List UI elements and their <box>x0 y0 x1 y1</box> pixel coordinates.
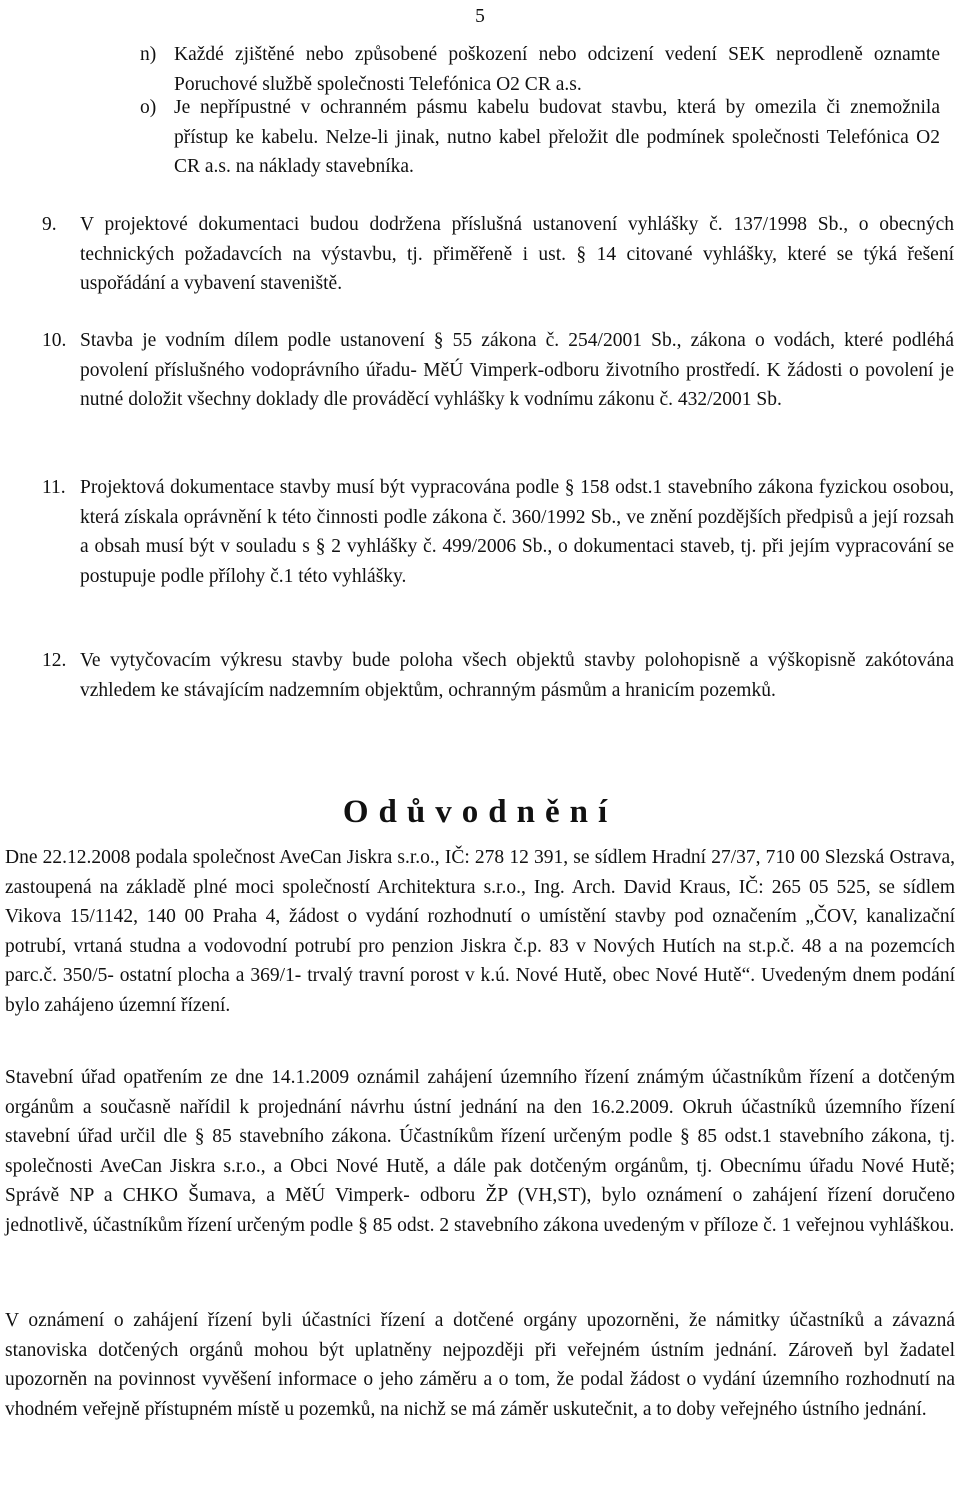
item-text: Stavba je vodním dílem podle ustanovení § 55 zákona č. 254/2001 Sb., zákona o vodách, které podléhá povolení příslušného vodoprávního úřadu- MěÚ Vimperk-odboru životního prostředí. K žádosti o povolení je nutné doložit všechny doklady dle prováděcí vyhlášky k vodnímu zákonu č. 432/2001 Sb. <box>80 330 954 410</box>
condition-item-11 <box>42 473 954 591</box>
paragraph: Stavební úřad opatřením ze dne 14.1.2009 oznámil zahájení územního řízení známým účastníkům řízení a dotčeným orgánům a současně nařídil k projednání návrhu ústní jednání na den 16.2.2009. Okruh účastníků územního řízení stavební úřad určil dle § 85 stavebního zákona. Účastníkům řízení určeným podle § 85 odst.1 stavebního zákona, tj. společnosti AveCan Jiskra s.r.o., a Obci Nové Hutě, a dále pak dotčeným orgánům, tj. Obecnímu úřadu Nové Hutě; Správě NP a CHKO Šumava, a MěÚ Vimperk- odboru ŽP (VH,ST), bylo oznámení o zahájení řízení doručeno jednotlivě, účastníkům řízení určeným podle § 85 odst. 2 stavebního zákona uvedeným v příloze č. 1 veřejnou vyhláškou. <box>5 1067 955 1236</box>
item-text: Ve vytyčovacím výkresu stavby bude poloha všech objektů stavby polohopisně a výškopisně zakótována vzhledem ke stávajícím nadzemním objektům, ochranným pásmům a hranicím pozemků. <box>80 650 954 701</box>
paragraph: Dne 22.12.2008 podala společnost AveCan Jiskra s.r.o., IČ: 278 12 391, se sídlem Hradní 27/37, 710 00 Slezská Ostrava, zastoupená na základě plné moci společností Architektura s.r.o., Ing. Arch. David Kraus, IČ: 265 05 525, se sídlem Vikova 15/1142, 140 00 Praha 4, žádost o vydání rozhodnutí o umístění stavby pod označením „ČOV, kanalizační potrubí, vrtaná studna a vodovodní potrubí pro penzion Jiskra č.p. 83 v Nových Hutích na st.p.č. 48 a na pozemcích parc.č. 350/5- ostatní plocha a 369/1- trvalý travní porost v k.ú. Nové Hutě, obec Nové Hutě“. Uvedeným dnem podání bylo zahájeno územní řízení. <box>5 847 955 1016</box>
item-label: 12. <box>42 650 67 671</box>
section-heading: Odůvodnění <box>342 794 618 830</box>
item-text: V projektové dokumentaci budou dodržena příslušná ustanovení vyhlášky č. 137/1998 Sb., o obecných technických požadavcích na výstavbu, tj. přiměřeně i ust. § 14 citované vyhlášky, které se týká řešení uspořádání a vybavení staveniště. <box>80 214 954 294</box>
item-text: Projektová dokumentace stavby musí být vypracována podle § 158 odst.1 stavebního zákona fyzickou osobou, která získala oprávnění k této činnosti podle zákona č. 360/1992 Sb., ve znění pozdějších předpisů a její rozsah a obsah musí být v souladu s § 2 vyhlášky č. 499/2006 Sb., o dokumentaci staveb, tj. při jejím vypracování se postupuje podle přílohy č.1 této vyhlášky. <box>80 477 954 587</box>
item-label: 11. <box>42 477 66 498</box>
condition-item-12 <box>42 646 954 705</box>
condition-item-n <box>140 40 940 99</box>
condition-item-o <box>140 93 940 182</box>
condition-item-9 <box>42 210 954 299</box>
item-label: 10. <box>42 330 67 351</box>
condition-item-10 <box>42 326 954 415</box>
paragraph: V oznámení o zahájení řízení byli účastníci řízení a dotčené orgány upozorněni, že námitky účastníků a závazná stanoviska dotčených orgánů mohou být uplatněny nejpozději při veřejném ústním jednání. Zároveň byl žadatel upozorněn na povinnost vyvěšení informace o jeho záměru a o tom, že podal žádost o vydání územního rozhodnutí na vhodném veřejně přístupném místě u pozemků, na nichž se má záměr uskutečnit, a to doby veřejného ústního jednání. <box>5 1310 955 1420</box>
item-text: Je nepřípustné v ochranném pásmu kabelu budovat stavbu, která by omezila či znemožnila přístup ke kabelu. Nelze-li jinak, nutno kabel přeložit dle podmínek společnosti Telefónica O2 CR a.s. na náklady stavebníka. <box>174 97 940 177</box>
item-text: Každé zjištěné nebo způsobené poškození nebo odcizení vedení SEK neprodleně oznamte Poruchové službě společnosti Telefónica O2 CR a.s. <box>174 44 940 95</box>
item-label: 9. <box>42 214 57 235</box>
page-number: 5 <box>475 6 485 27</box>
item-label: n) <box>140 44 157 65</box>
item-label: o) <box>140 97 157 118</box>
